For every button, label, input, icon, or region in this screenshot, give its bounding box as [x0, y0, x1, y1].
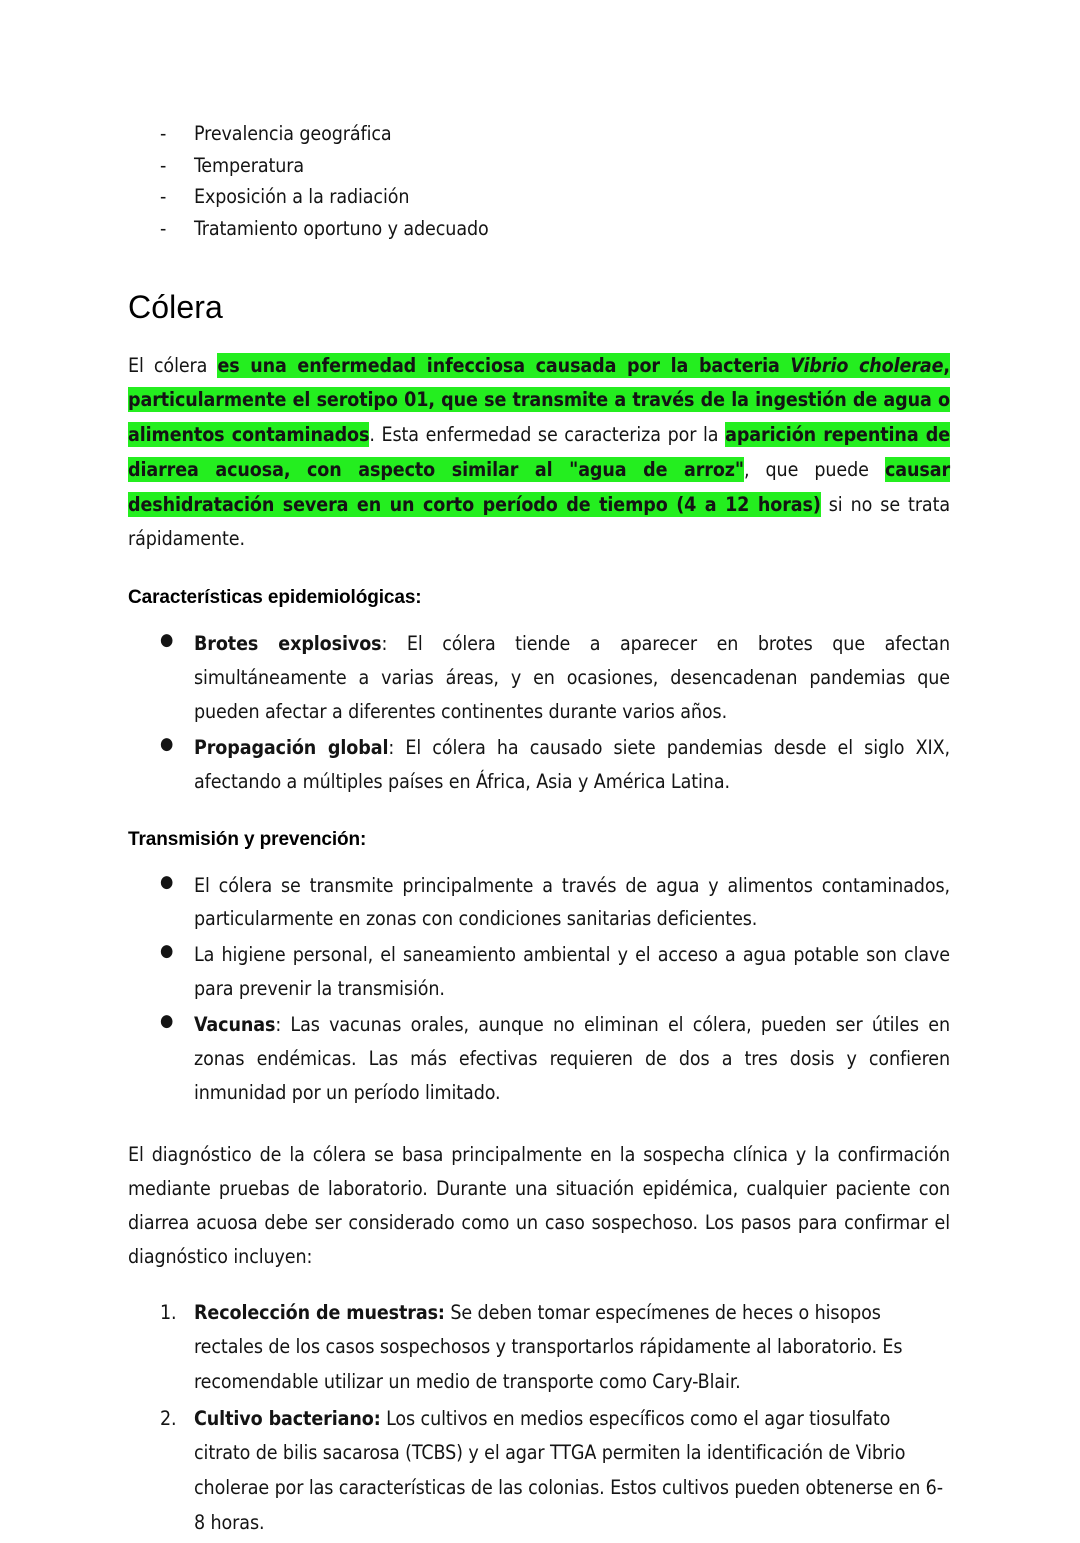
bullet-icon: ●: [160, 1011, 174, 1032]
list-item-lead: Cultivo bacteriano:: [194, 1406, 381, 1430]
page-title: Cólera: [128, 289, 223, 326]
list-item: [128, 181, 950, 213]
intro-plain-4: si no se trata rápidamente.: [128, 492, 950, 551]
step-number: 2.: [160, 1406, 177, 1430]
list-item: [128, 869, 950, 937]
bullet-icon: ●: [160, 871, 174, 892]
list-item-text: : Las vacunas orales, aunque no eliminan el cólera, pueden ser útiles en zonas endémicas. Las más efectivas requieren de dos a tres dosis y confieren inmunidad por un período limitado.: [194, 1013, 950, 1105]
step-number: 1.: [160, 1300, 177, 1324]
section-heading-transmision: Transmisión y prevención:: [128, 828, 367, 850]
intro-highlight-4: causar deshidratación severa en un corto período de tiempo (4 a 12 horas): [128, 457, 950, 516]
intro-plain-2: . Esta enfermedad se caracteriza por la: [369, 423, 726, 447]
intro-highlight-1: es una enfermedad infecciosa causada por la bacteria: [217, 353, 791, 377]
epidemiologia-bullet-list: [128, 627, 950, 799]
bullet-icon: ●: [160, 941, 174, 962]
dash-marker: -: [160, 153, 167, 177]
section-heading-epidemiologia: Características epidemiológicas:: [128, 586, 422, 608]
intro-highlight-2: , particularmente el serotipo 01, que se transmite a través de la ingestión de agua o alimentos contaminados: [128, 353, 950, 447]
list-item: [128, 627, 950, 729]
intro-highlight-3: aparición repentina de diarrea acuosa, con aspecto similar al "agua de arroz": [128, 423, 951, 481]
list-item: [128, 1008, 950, 1110]
transmision-bullet-list: [128, 869, 950, 1110]
list-item-text: : El cólera ha causado siete pandemias desde el siglo XIX, afectando a múltiples países en África, Asia y América Latina.: [194, 735, 950, 793]
bullet-icon: ●: [160, 629, 174, 650]
list-item-lead: Recolección de muestras:: [194, 1300, 445, 1324]
dash-marker: -: [160, 185, 167, 209]
dash-marker: -: [160, 122, 167, 145]
intro-paragraph: [128, 349, 950, 557]
list-item-text: : El cólera tiende a aparecer en brotes que afectan simultáneamente a varias áreas, y en ocasiones, desencadenan pandemias que pueden afectar a diferentes continentes durante varios años.: [194, 631, 950, 723]
list-item-text: El cólera se transmite principalmente a través de agua y alimentos contaminados, particularmente en zonas con condiciones sanitarias deficientes.: [194, 873, 950, 931]
list-item: [128, 731, 950, 799]
list-item-label: Tratamiento oportuno y adecuado: [194, 216, 489, 240]
factors-dash-list: [128, 118, 950, 244]
list-item-lead: Propagación global: [194, 735, 389, 759]
list-item-label: Exposición a la radiación: [194, 185, 410, 209]
bullet-icon: ●: [160, 733, 174, 754]
dash-marker: -: [160, 216, 167, 240]
list-item: [128, 213, 950, 245]
list-item-label: Prevalencia geográfica: [194, 122, 392, 145]
list-item-text: Se deben tomar especímenes de heces o hisopos rectales de los casos sospechosos y transportarlos rápidamente al laboratorio. Es recomendable utilizar un medio de transporte como Cary-Blair.: [194, 1300, 903, 1394]
list-item-lead: Vacunas: [194, 1013, 276, 1037]
intro-plain-1: El cólera: [128, 353, 218, 377]
list-item-text: Los cultivos en medios específicos como el agar tiosulfato citrato de bilis sacarosa (TCBS) y el agar TTGA permiten la identificación de Vibrio cholerae por las características de las colonias. Estos cultivos pueden obtenerse en 6-8 horas.: [194, 1406, 943, 1534]
intro-highlight-species: Vibrio cholerae: [790, 353, 944, 377]
diagnostic-paragraph: El diagnóstico de la cólera se basa principalmente en la sospecha clínica y la confirmación mediante pruebas de laboratorio. Durante una situación epidémica, cualquier paciente con diarrea acuosa debe ser considerado como un caso sospechoso. Los pasos para confirmar el diagnóstico incluyen:: [128, 1142, 950, 1268]
diagnostic-steps-list: [128, 1296, 950, 1541]
list-item: [128, 150, 950, 182]
list-item-text: La higiene personal, el saneamiento ambiental y el acceso a agua potable son clave para prevenir la transmisión.: [194, 943, 950, 1001]
document-content: [128, 118, 950, 1543]
list-item: [128, 938, 950, 1006]
intro-plain-3: , que puede: [743, 457, 885, 481]
list-item: [128, 1296, 950, 1400]
list-item: [128, 118, 950, 150]
list-item: [128, 1402, 950, 1541]
list-item-label: Temperatura: [194, 153, 305, 177]
list-item-lead: Brotes explosivos: [194, 631, 382, 655]
